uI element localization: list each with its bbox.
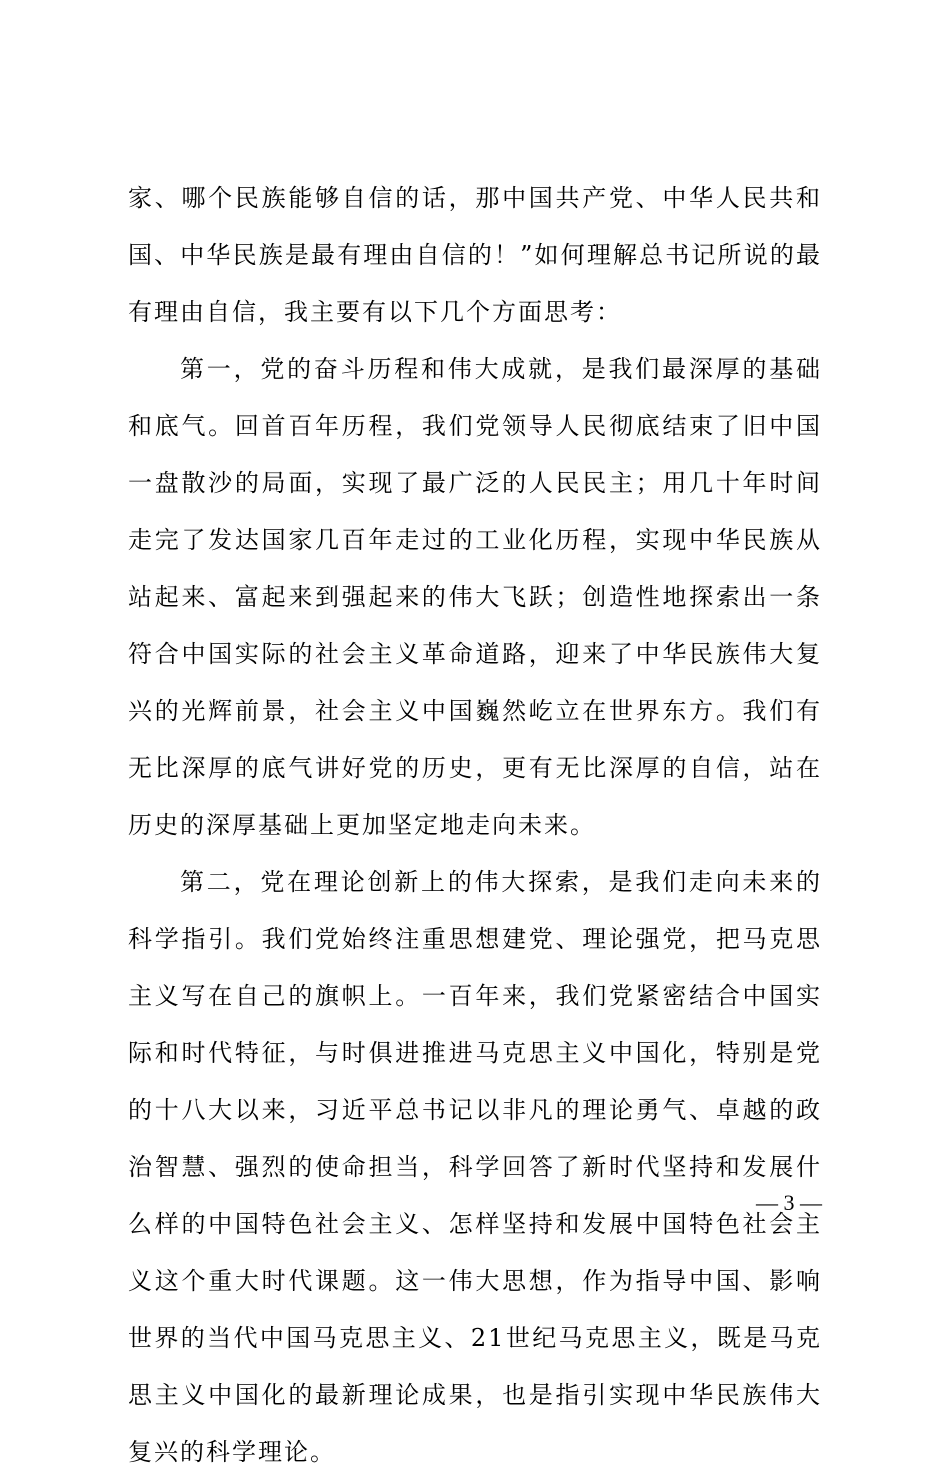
paragraph-second-point: 第二，党在理论创新上的伟大探索，是我们走向未来的科学指引。我们党始终注重思想建党、理论强党，把马克思主义写在自己的旗帜上。一百年来，我们党紧密结合中国实际和时代特征，与时俱进推进马克思主义中国化，特别是党的十八大以来，习近平总书记以非凡的理论勇气、卓越的政治智慧、强烈的使命担当，科学回答了新时代坚持和发展什么样的中国特色社会主义、怎样坚持和发展中国特色社会主义这个重大时代课题。这一伟大思想，作为指导中国、影响世界的当代中国马克思主义、21世纪马克思主义，既是马克思主义中国化的最新理论成果，也是指引实现中华民族伟大复兴的科学理论。 [128, 868, 822, 1466]
paragraph-continuation: 家、哪个民族能够自信的话，那中国共产党、中华人民共和国、中华民族是最有理由自信的！”如何理解总书记所说的最有理由自信，我主要有以下几个方面思考： [128, 184, 822, 326]
document-body [128, 170, 822, 1481]
page-number: — 3 — [756, 1190, 822, 1215]
paragraph-first-point: 第一，党的奋斗历程和伟大成就，是我们最深厚的基础和底气。回首百年历程，我们党领导人民彻底结束了旧中国一盘散沙的局面，实现了最广泛的人民民主；用几十年时间走完了发达国家几百年走过的工业化历程，实现中华民族从站起来、富起来到强起来的伟大飞跃；创造性地探索出一条符合中国实际的社会主义革命道路，迎来了中华民族伟大复兴的光辉前景，社会主义中国巍然屹立在世界东方。我们有无比深厚的底气讲好党的历史，更有无比深厚的自信，站在历史的深厚基础上更加坚定地走向未来。 [128, 355, 822, 839]
